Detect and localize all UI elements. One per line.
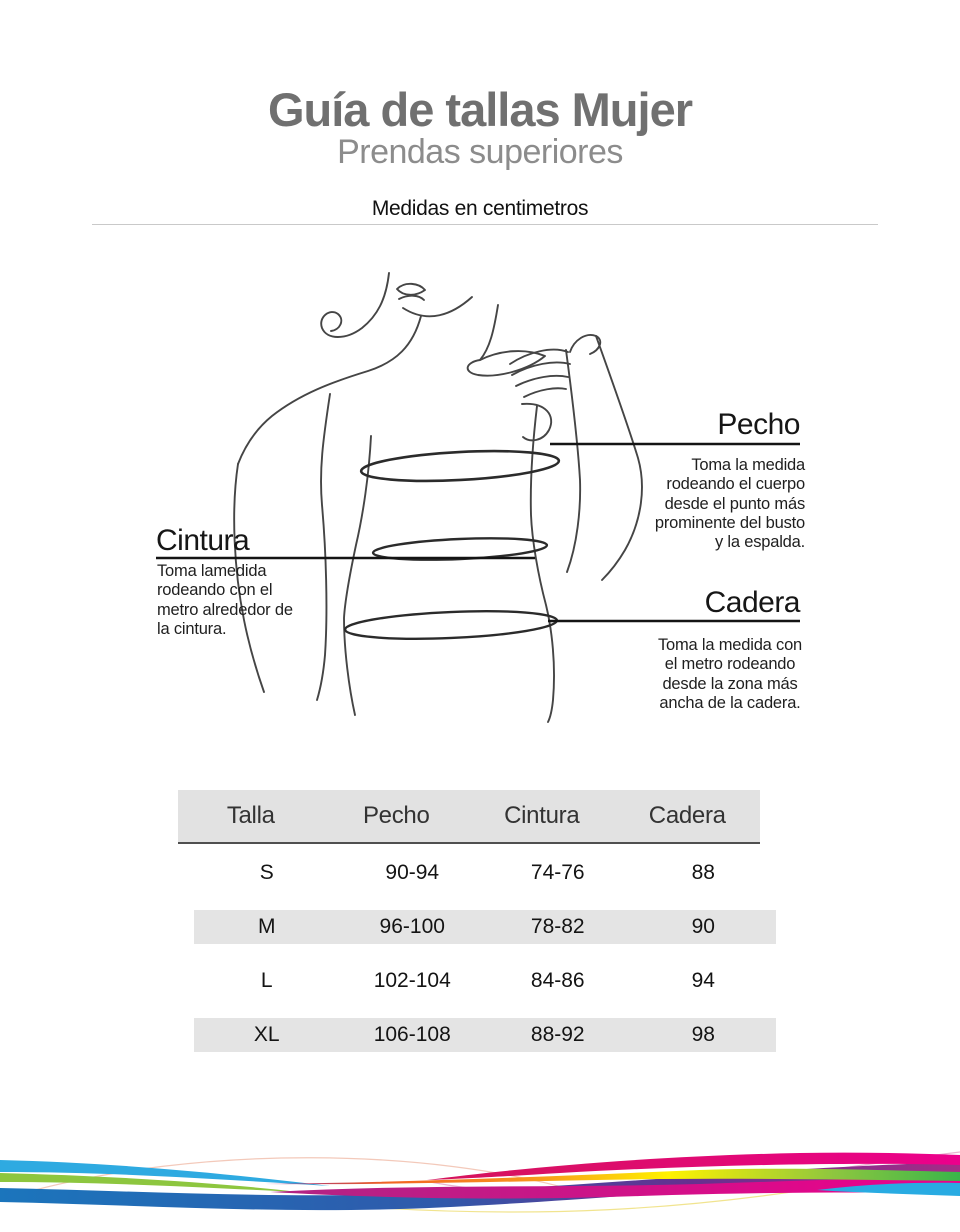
cell-pecho: 90-94 xyxy=(385,861,440,884)
cintura-label: Cintura xyxy=(156,524,250,557)
cell-talla: XL xyxy=(253,1023,280,1046)
cell-talla: M xyxy=(258,915,276,938)
size-table xyxy=(178,790,760,1052)
cadera-description-line: ancha de la cadera. xyxy=(659,693,801,712)
cintura-description xyxy=(157,562,293,639)
figure-raised-arm-outer xyxy=(596,336,642,580)
column-header-pecho: Pecho xyxy=(362,802,430,829)
cadera-description-line: Toma la medida con xyxy=(657,636,803,654)
figure-hand-finger-3 xyxy=(516,376,568,386)
cintura-description-line: la cintura. xyxy=(157,619,227,638)
cell-cadera: 88 xyxy=(691,861,715,884)
rainbow-wave-decoration xyxy=(0,1132,960,1232)
figure-jaw xyxy=(403,297,472,316)
cell-cadera: 90 xyxy=(691,915,715,938)
hip-measure-ellipse xyxy=(345,607,558,642)
cintura-description-line: rodeando con el xyxy=(157,581,273,600)
chest-measure-ellipse xyxy=(360,447,559,485)
cadera-label: Cadera xyxy=(704,586,800,619)
cadera-description-line: el metro rodeando xyxy=(664,655,796,674)
cell-talla: L xyxy=(260,969,273,992)
figure-neck-right xyxy=(480,305,498,360)
column-header-cintura: Cintura xyxy=(504,802,580,829)
table-row-l xyxy=(194,964,776,998)
page-title: Guía de tallas Mujer xyxy=(267,83,693,136)
cell-cadera: 98 xyxy=(691,1023,715,1046)
cell-pecho: 106-108 xyxy=(373,1023,451,1046)
cell-pecho: 102-104 xyxy=(373,969,451,992)
figure-neck-left-shoulder xyxy=(238,316,421,464)
figure-raised-arm-inner xyxy=(566,350,580,572)
table-row-s xyxy=(194,856,776,890)
units-note: Medidas en centimetros xyxy=(371,197,589,220)
cell-cintura: 88-92 xyxy=(530,1023,585,1046)
figure-lips-lower xyxy=(399,296,424,300)
page-subtitle: Prendas superiores xyxy=(337,133,623,171)
pecho-label: Pecho xyxy=(717,408,800,441)
pecho-description xyxy=(655,456,805,552)
cintura-description-line: Toma lamedida xyxy=(157,562,267,580)
figure-lips-upper xyxy=(397,284,425,295)
column-header-cadera: Cadera xyxy=(648,802,726,829)
figure-hand-finger-4 xyxy=(524,388,566,397)
size-table-header-row xyxy=(178,790,760,844)
cell-cadera: 94 xyxy=(691,969,715,992)
figure-head-hair xyxy=(321,273,389,337)
cintura-description-line: metro alrededor de xyxy=(157,600,293,619)
cell-cintura: 84-86 xyxy=(530,969,585,992)
pecho-description-line: Toma la medida xyxy=(691,456,805,474)
cell-talla: S xyxy=(259,861,274,884)
table-row-xl xyxy=(194,1018,776,1052)
figure-collarbone xyxy=(468,351,545,376)
column-header-talla: Talla xyxy=(226,802,275,829)
pecho-description-line: prominente del busto xyxy=(654,513,805,532)
cell-cintura: 74-76 xyxy=(530,861,585,884)
table-row-m xyxy=(194,910,776,944)
cell-cintura: 78-82 xyxy=(530,915,585,938)
cell-pecho: 96-100 xyxy=(379,915,445,938)
cadera-description-line: desde la zona más xyxy=(662,674,798,693)
figure-torso-left xyxy=(344,436,371,715)
pecho-description-line: y la espalda. xyxy=(714,533,805,552)
figure-left-arm-inner xyxy=(317,394,330,700)
pecho-description-line: rodeando el cuerpo xyxy=(666,475,805,494)
pecho-description-line: desde el punto más xyxy=(664,494,805,513)
cadera-description xyxy=(630,636,830,713)
